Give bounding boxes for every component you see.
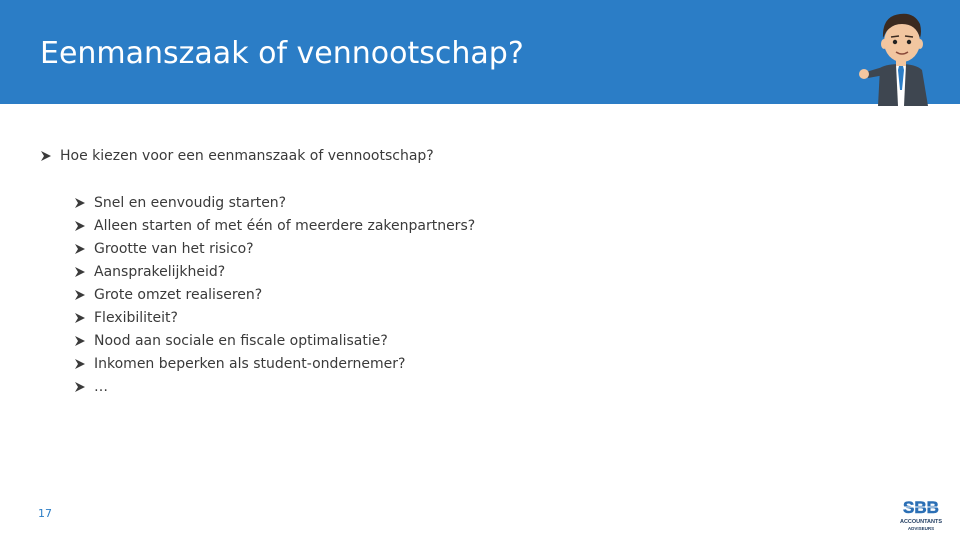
businessman-illustration xyxy=(856,6,946,106)
sub-bullet xyxy=(74,218,475,234)
sub-bullet xyxy=(74,356,405,372)
main-bullet-text: Hoe kiezen voor een eenmanszaak of vennootschap? xyxy=(60,148,434,164)
sub-bullet xyxy=(74,264,225,280)
sub-bullet-text: Alleen starten of met één of meerdere zakenpartners? xyxy=(94,218,476,234)
sub-bullet-text: Inkomen beperken als student-ondernemer? xyxy=(94,356,406,372)
arrow-bullet-icon xyxy=(40,150,52,162)
sub-bullet-text: Flexibiliteit? xyxy=(94,310,178,326)
arrow-bullet-icon xyxy=(74,289,86,301)
arrow-bullet-icon xyxy=(74,197,86,209)
sub-bullet xyxy=(74,333,388,349)
sub-bullet-text: Grootte van het risico? xyxy=(94,241,254,257)
sub-bullet xyxy=(74,379,108,395)
arrow-bullet-icon xyxy=(74,335,86,347)
sub-bullet-text: … xyxy=(94,379,108,395)
sub-bullet xyxy=(74,310,178,326)
sub-bullet-text: Aansprakelijkheid? xyxy=(94,264,226,280)
sbb-logo xyxy=(896,496,946,532)
sub-bullet-text: Grote omzet realiseren? xyxy=(94,287,263,303)
sub-bullet xyxy=(74,287,262,303)
sub-bullet xyxy=(74,241,254,257)
arrow-bullet-icon xyxy=(74,243,86,255)
arrow-bullet-icon xyxy=(74,358,86,370)
arrow-bullet-icon xyxy=(74,266,86,278)
logo-brand: SBB xyxy=(903,498,939,517)
arrow-bullet-icon xyxy=(74,381,86,393)
sub-bullet-text: Snel en eenvoudig starten? xyxy=(94,195,287,211)
logo-line1: ACCOUNTANTS xyxy=(899,519,943,525)
logo-line2: ADVISEURS xyxy=(907,526,935,531)
main-bullet xyxy=(40,148,434,164)
arrow-bullet-icon xyxy=(74,312,86,324)
sub-bullet-text: Nood aan sociale en fiscale optimalisatie? xyxy=(94,333,388,349)
slide-title: Eenmanszaak of vennootschap? xyxy=(40,36,524,71)
page-number: 17 xyxy=(38,507,52,520)
sub-bullet xyxy=(74,195,286,211)
arrow-bullet-icon xyxy=(74,220,86,232)
